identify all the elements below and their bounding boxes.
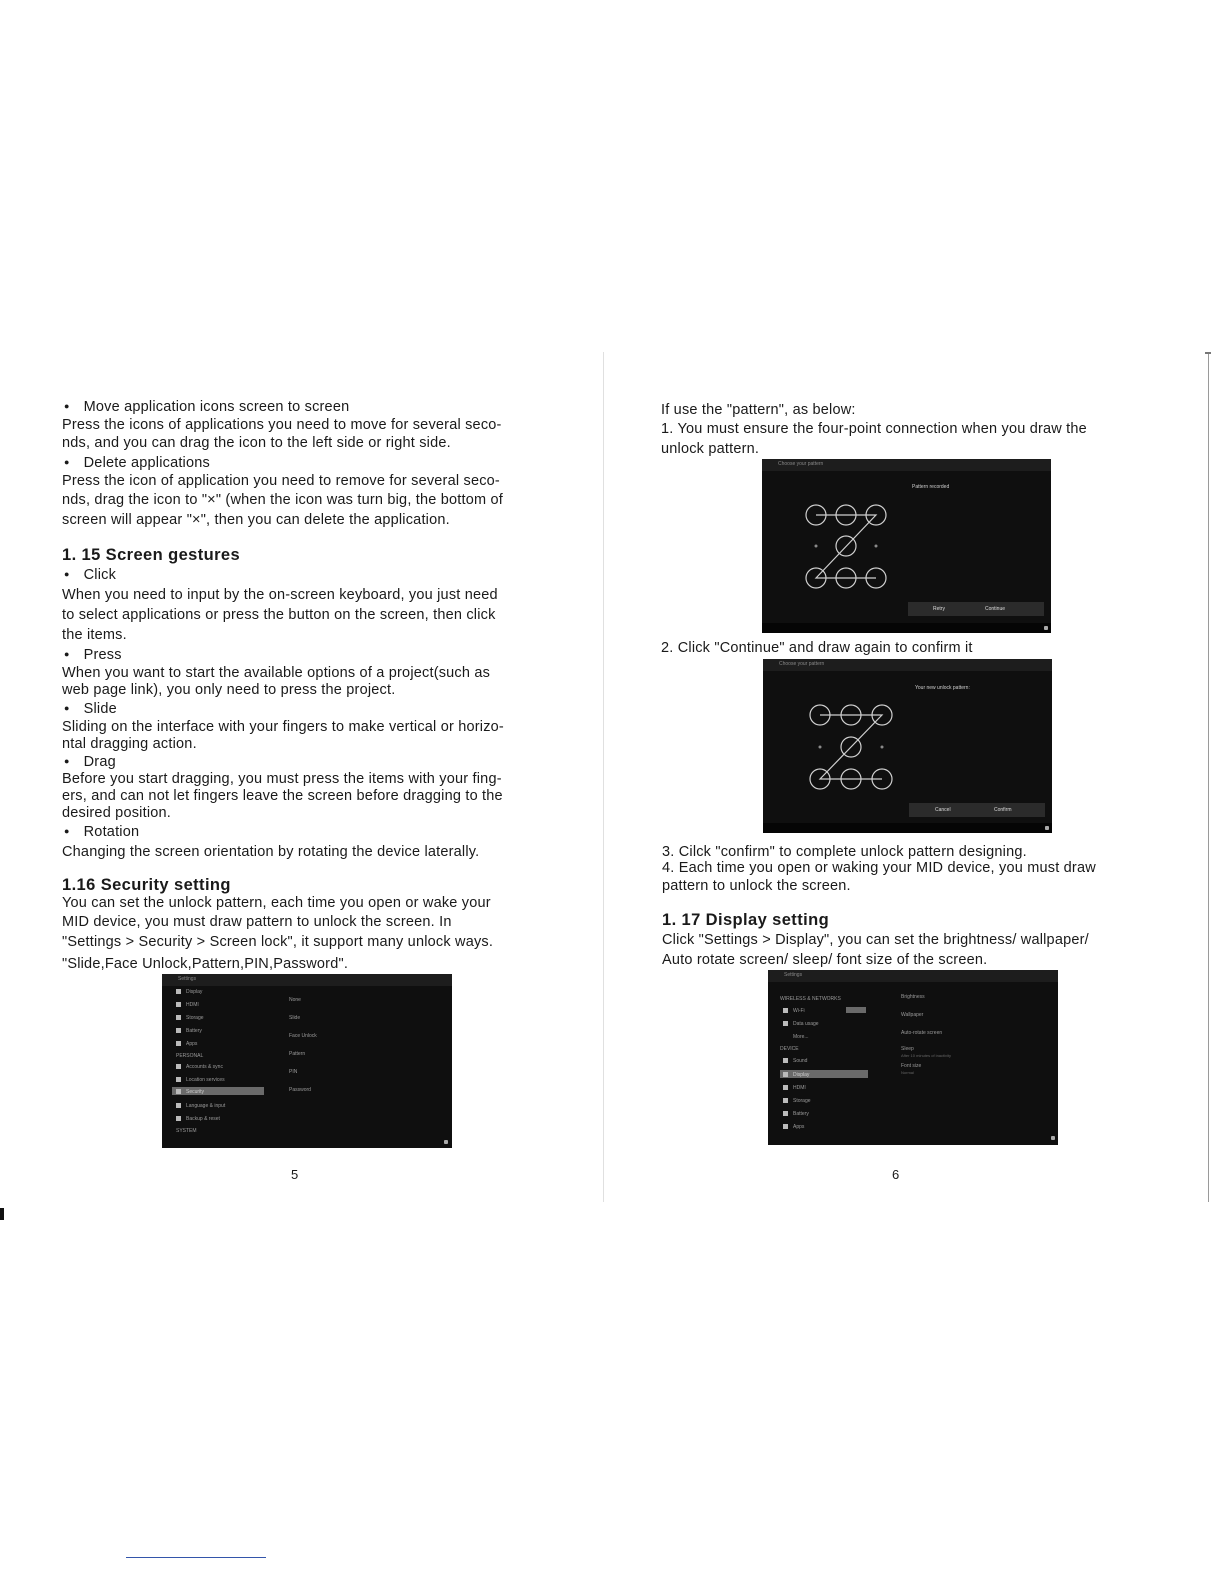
section-heading-display: 1. 17 Display setting: [662, 911, 830, 929]
menu-item: Apps: [186, 1041, 198, 1047]
menu-item: HDMI: [793, 1085, 806, 1091]
hdmi-icon: [176, 1002, 181, 1007]
bullet-slide: ● Slide: [62, 701, 117, 719]
wifi-icon: [783, 1008, 788, 1013]
menu-item: Apps: [793, 1124, 805, 1130]
status-bar: [162, 974, 452, 986]
bullet-press: ● Press: [62, 647, 122, 665]
pattern-button-bar: [908, 602, 1044, 616]
menu-item-display: Display: [793, 1072, 810, 1078]
status-bar: [768, 970, 1058, 982]
body-line: 4. Each time you open or waking your MID device, you must draw: [662, 860, 1096, 876]
body-line: ers, and can not let fingers leave the screen before dragging to the: [62, 788, 503, 804]
confirm-pattern-screenshot: [763, 659, 1052, 833]
menu-item: Wi-Fi: [793, 1008, 805, 1014]
body-line: ntal dragging action.: [62, 736, 197, 752]
menu-item: Storage: [186, 1015, 204, 1021]
status-icon: [1044, 626, 1048, 630]
sound-icon: [783, 1058, 788, 1063]
body-line: 1. You must ensure the four-point connection when you draw the: [661, 421, 1087, 437]
body-line: If use the "pattern", as below:: [661, 402, 856, 418]
bullet-rotation: ● Rotation: [62, 824, 139, 842]
pattern-recorded-screenshot: [762, 459, 1051, 633]
body-line: Sliding on the interface with your fingers to make vertical or horizo-: [62, 719, 504, 735]
menu-item: Battery: [186, 1028, 202, 1034]
display-settings-screenshot: [768, 970, 1058, 1145]
menu-item: Data usage: [793, 1021, 819, 1027]
continue-button[interactable]: Continue: [985, 606, 1006, 612]
menu-item: Battery: [793, 1111, 809, 1117]
sync-icon: [176, 1064, 181, 1069]
storage-icon: [783, 1098, 788, 1103]
battery-icon: [783, 1111, 788, 1116]
body-line: nds, and you can drag the icon to the left side or right side.: [62, 435, 451, 451]
body-line: desired position.: [62, 805, 171, 821]
unlock-option: Password: [289, 1087, 311, 1093]
body-line: Click "Settings > Display", you can set the brightness/ wallpaper/: [662, 932, 1089, 948]
right-page: [605, 0, 1224, 1584]
menu-item: Backup & reset: [186, 1116, 220, 1122]
display-option: Auto-rotate screen: [901, 1030, 943, 1036]
menu-item: Location services: [186, 1077, 225, 1083]
body-line: Before you start dragging, you must press the items with your fing-: [62, 771, 502, 787]
body-line: MID device, you must draw pattern to unlock the screen. In: [62, 914, 452, 930]
data-usage-icon: [783, 1021, 788, 1026]
pattern-button-bar: [909, 803, 1045, 817]
menu-section: SYSTEM: [176, 1128, 197, 1134]
display-icon: [176, 989, 181, 994]
menu-item: Sound: [793, 1058, 808, 1064]
bullet-delete-apps: ● Delete applications: [62, 455, 210, 473]
pattern-message: Your new unlock pattern:: [915, 685, 970, 691]
body-line: the items.: [62, 627, 127, 643]
body-line: "Settings > Security > Screen lock", it support many unlock ways.: [62, 934, 494, 950]
status-icon: [1051, 1136, 1055, 1140]
menu-item: HDMI: [186, 1002, 199, 1008]
body-line: Auto rotate screen/ sleep/ font size of the screen.: [662, 952, 988, 968]
menu-item: More...: [793, 1034, 809, 1040]
cancel-button[interactable]: Cancel: [935, 807, 951, 813]
body-line: "Slide,Face Unlock,Pattern,PIN,Password".: [62, 956, 349, 972]
language-icon: [176, 1103, 181, 1108]
display-option: Font size: [901, 1063, 922, 1069]
body-line: When you need to input by the on-screen keyboard, you just need: [62, 587, 498, 603]
menu-item: Display: [186, 989, 203, 995]
section-heading-screen-gestures: 1. 15 Screen gestures: [62, 546, 241, 564]
body-line: 2. Click "Continue" and draw again to confirm it: [661, 640, 973, 656]
body-line: to select applications or press the button on the screen, then click: [62, 607, 496, 623]
hdmi-icon: [783, 1085, 788, 1090]
menu-section: WIRELESS & NETWORKS: [780, 996, 841, 1002]
status-icon: [444, 1140, 448, 1144]
security-settings-screenshot: [162, 974, 452, 1148]
menu-section: DEVICE: [780, 1046, 799, 1052]
unlock-option: Pattern: [289, 1051, 306, 1057]
nav-bar: [762, 623, 1051, 633]
body-line: Press the icon of application you need to remove for several seco-: [62, 473, 500, 489]
unlock-option: Slide: [289, 1015, 301, 1021]
body-line: Changing the screen orientation by rotating the device laterally.: [62, 844, 480, 860]
body-line: Press the icons of applications you need to move for several seco-: [62, 417, 502, 433]
body-line: unlock pattern.: [661, 441, 760, 457]
menu-item-security: Security: [186, 1089, 205, 1095]
bullet-click: ● Click: [62, 567, 116, 585]
body-line: screen will appear "×", then you can delete the application.: [62, 512, 450, 528]
screenshot-title: Settings: [784, 972, 803, 978]
nav-bar: [763, 823, 1052, 833]
menu-item: Language & input: [186, 1103, 226, 1109]
apps-icon: [176, 1041, 181, 1046]
display-option-summary: After 10 minutes of inactivity: [901, 1053, 952, 1058]
display-option: Wallpaper: [901, 1012, 924, 1018]
lock-icon: [176, 1089, 181, 1094]
apps-icon: [783, 1124, 788, 1129]
display-icon: [783, 1072, 788, 1077]
menu-section: PERSONAL: [176, 1053, 204, 1059]
menu-item: Accounts & sync: [186, 1064, 223, 1070]
wifi-toggle[interactable]: [846, 1007, 866, 1013]
unlock-option: PIN: [289, 1069, 298, 1075]
body-line: 3. Cilck "confirm" to complete unlock pattern designing.: [662, 844, 1027, 860]
confirm-button[interactable]: Confirm: [994, 807, 1012, 813]
section-heading-security: 1.16 Security setting: [62, 876, 231, 894]
screenshot-title: Choose your pattern: [778, 461, 824, 467]
unlock-option: None: [289, 997, 301, 1003]
display-option: Brightness: [901, 994, 925, 1000]
body-line: pattern to unlock the screen.: [662, 878, 851, 894]
retry-button[interactable]: Retry: [933, 606, 945, 612]
body-line: When you want to start the available options of a project(such as: [62, 665, 491, 681]
backup-icon: [176, 1116, 181, 1121]
location-icon: [176, 1077, 181, 1082]
storage-icon: [176, 1015, 181, 1020]
left-page: [0, 0, 605, 1584]
menu-item: Storage: [793, 1098, 811, 1104]
unlock-option: Face Unlock: [289, 1033, 317, 1039]
battery-icon: [176, 1028, 181, 1033]
page-number: 6: [892, 1167, 900, 1182]
bullet-move-icons: ● Move application icons screen to screen: [62, 399, 349, 417]
body-line: You can set the unlock pattern, each time you open or wake your: [62, 895, 491, 911]
page-number: 5: [291, 1167, 299, 1182]
body-line: nds, drag the icon to "×" (when the icon was turn big, the bottom of: [62, 492, 504, 508]
bullet-drag: ● Drag: [62, 754, 116, 772]
screenshot-title: Choose your pattern: [779, 661, 825, 667]
pattern-message: Pattern recorded: [912, 484, 950, 490]
display-option-summary: Normal: [901, 1070, 914, 1075]
status-icon: [1045, 826, 1049, 830]
body-line: web page link), you only need to press the project.: [62, 682, 396, 698]
screenshot-title: Settings: [178, 976, 197, 982]
display-option: Sleep: [901, 1046, 914, 1052]
